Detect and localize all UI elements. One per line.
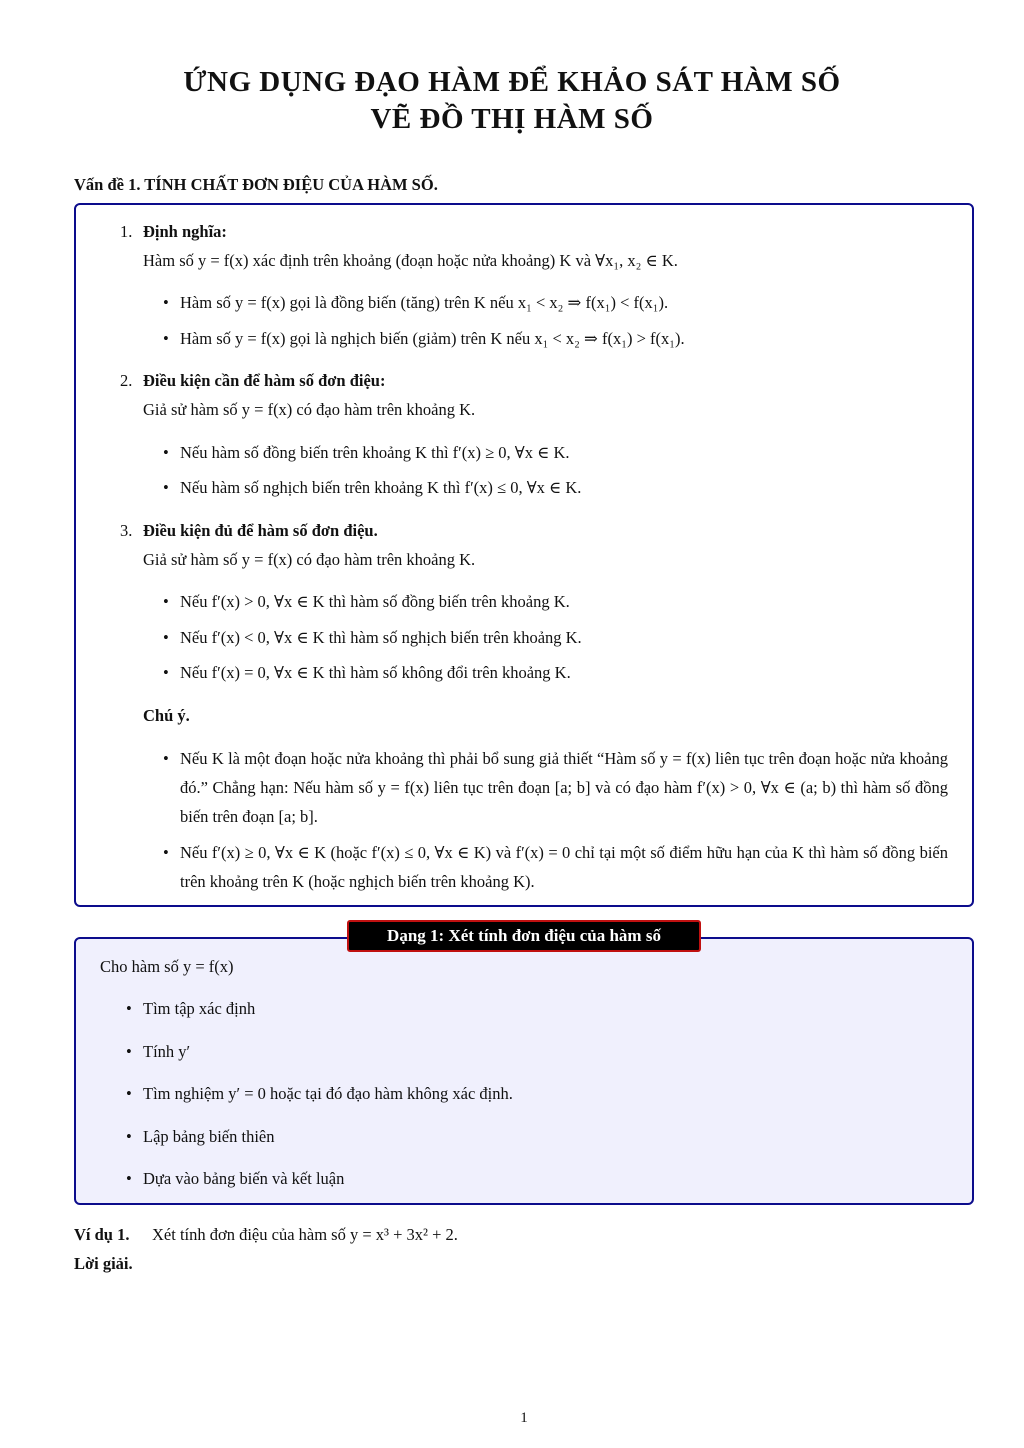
example-text: Xét tính đơn điệu của hàm số y = x³ + 3x² + 2. xyxy=(152,1225,458,1244)
item-number: 3. xyxy=(120,521,133,540)
note-heading: Chú ý. xyxy=(143,706,190,725)
item-number: 2. xyxy=(120,371,133,390)
method-step: • Tìm tập xác định xyxy=(143,999,255,1019)
note-item: • Nếu K là một đoạn hoặc nửa khoảng thì phải bổ sung giả thiết “Hàm số y = f(x) liên tục trên đoạn hoặc nửa khoảng đó.” Chẳng hạn: Nếu hàm số y = f(x) liên tục trên đoạn [a; b] và có đạo hàm f′(x) > 0, ∀x ∈ (a; b) thì hàm số đồng biến trên đoạn [a; b]. xyxy=(180,744,948,831)
method-box xyxy=(74,937,974,1205)
method-label: Dạng 1: Xét tính đơn điệu của hàm số xyxy=(347,920,701,952)
bullet-item: • Hàm số y = f(x) gọi là nghịch biến (giảm) trên K nếu x₁ < x₂ ⇒ f(x₁) > f(x₁). xyxy=(180,329,685,349)
bullet-item: • Nếu f′(x) = 0, ∀x ∈ K thì hàm số không đổi trên khoảng K. xyxy=(180,663,571,683)
doc-title-line1: ỨNG DỤNG ĐẠO HÀM ĐỂ KHẢO SÁT HÀM SỐ xyxy=(183,66,841,98)
solution-label: Lời giải. xyxy=(74,1254,133,1273)
bullet-item: • Hàm số y = f(x) gọi là đồng biến (tăng) trên K nếu x₁ < x₂ ⇒ f(x₁) < f(x₁). xyxy=(180,293,668,313)
bullet-item: • Nếu f′(x) < 0, ∀x ∈ K thì hàm số nghịch biến trên khoảng K. xyxy=(180,628,582,648)
item-heading: Định nghĩa: xyxy=(143,222,227,241)
item-number: 1. xyxy=(120,222,133,241)
bullet-item: • Nếu f′(x) > 0, ∀x ∈ K thì hàm số đồng biến trên khoảng K. xyxy=(180,592,570,612)
method-step: • Lập bảng biến thiên xyxy=(143,1127,275,1147)
note-item: • Nếu f′(x) ≥ 0, ∀x ∈ K (hoặc f′(x) ≤ 0, ∀x ∈ K) và f′(x) = 0 chỉ tại một số điểm hữu hạn của K thì hàm số đồng biến trên khoảng trên K (hoặc nghịch biến trên khoảng K). xyxy=(180,838,948,896)
method-step: • Dựa vào bảng biến và kết luận xyxy=(143,1169,344,1189)
section-heading: Vấn đề 1. TÍNH CHẤT ĐƠN ĐIỆU CỦA HÀM SỐ. xyxy=(74,175,438,194)
item-heading: Điều kiện cần để hàm số đơn điệu: xyxy=(143,371,386,390)
example-label: Ví dụ 1. xyxy=(74,1225,130,1244)
bullet-item: • Nếu hàm số nghịch biến trên khoảng K thì f′(x) ≤ 0, ∀x ∈ K. xyxy=(180,478,581,498)
doc-title-line2: VẼ ĐỒ THỊ HÀM SỐ xyxy=(370,103,654,135)
bullet-item: • Nếu hàm số đồng biến trên khoảng K thì f′(x) ≥ 0, ∀x ∈ K. xyxy=(180,443,570,463)
item-intro: Giả sử hàm số y = f(x) có đạo hàm trên khoảng K. xyxy=(143,400,476,419)
page-number: 1 xyxy=(520,1410,528,1426)
item-intro: Giả sử hàm số y = f(x) có đạo hàm trên khoảng K. xyxy=(143,550,476,569)
item-heading: Điều kiện đủ để hàm số đơn điệu. xyxy=(143,521,378,540)
method-step: • Tìm nghiệm y′ = 0 hoặc tại đó đạo hàm không xác định. xyxy=(143,1084,513,1104)
item-intro: Hàm số y = f(x) xác định trên khoảng (đoạn hoặc nửa khoảng) K và ∀x₁, x₂ ∈ K. xyxy=(143,251,678,270)
method-step: • Tính y′ xyxy=(143,1042,190,1062)
method-intro: Cho hàm số y = f(x) xyxy=(100,957,234,976)
